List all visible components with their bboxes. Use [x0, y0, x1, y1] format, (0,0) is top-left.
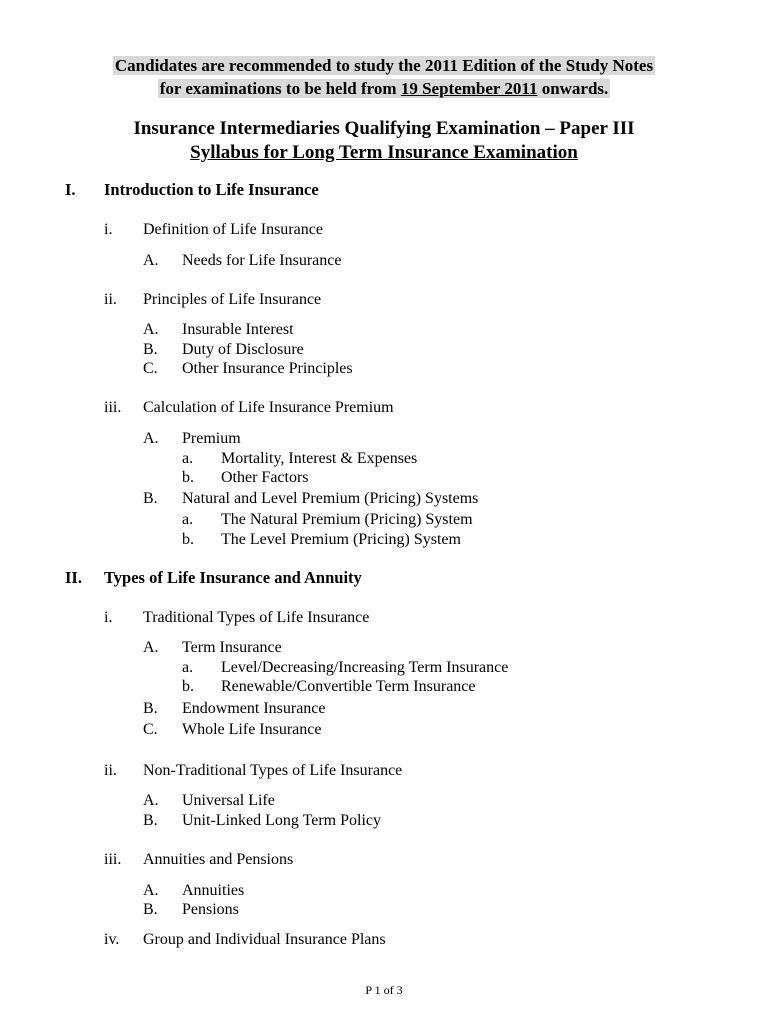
section-number: I.	[65, 180, 76, 199]
page-number: P 1 of 3	[365, 983, 403, 997]
subsection-heading: Traditional Types of Life Insurance	[143, 609, 370, 626]
section-heading: Types of Life Insurance and Annuity	[104, 568, 362, 587]
notice-line-2-pre: for examinations to be held from	[159, 79, 401, 98]
subitem-letter: b.	[182, 531, 194, 548]
notice-line-2	[0, 77, 768, 100]
subsection-heading: Definition of Life Insurance	[143, 221, 323, 238]
subitem-letter: a.	[182, 511, 194, 528]
subitem-letter: b.	[182, 469, 194, 486]
item-letter: A.	[143, 430, 159, 447]
subsection-number: i.	[104, 609, 113, 626]
subitem-text: Level/Decreasing/Increasing Term Insurance	[221, 659, 509, 676]
item-letter: A.	[143, 882, 159, 899]
subsection-number: i.	[104, 221, 113, 238]
subsection-heading: Group and Individual Insurance Plans	[143, 931, 386, 948]
subsection-number: iii.	[104, 851, 122, 868]
item-text: Universal Life	[182, 792, 275, 809]
item-text: Needs for Life Insurance	[182, 252, 342, 269]
section-heading: Introduction to Life Insurance	[104, 180, 319, 199]
subsection-number: iii.	[104, 399, 122, 416]
subitem-letter: b.	[182, 678, 194, 695]
subsection-number: ii.	[104, 291, 117, 308]
item-text: Unit-Linked Long Term Policy	[182, 812, 381, 829]
exam-notice	[0, 54, 768, 100]
item-letter: A.	[143, 321, 159, 338]
subsection-number: iv.	[104, 931, 120, 948]
subitem-text: Other Factors	[221, 469, 309, 486]
document-title	[0, 117, 768, 165]
item-text: Whole Life Insurance	[182, 721, 322, 738]
notice-date: 19 September 2011	[400, 79, 538, 98]
subitem-letter: a.	[182, 450, 194, 467]
item-letter: A.	[143, 639, 159, 656]
subsection-heading: Annuities and Pensions	[143, 851, 294, 868]
subsection-heading: Non-Traditional Types of Life Insurance	[143, 762, 403, 779]
item-letter: B.	[143, 490, 158, 507]
item-text: Natural and Level Premium (Pricing) Systems	[182, 490, 479, 507]
title-line-1: Insurance Intermediaries Qualifying Examination – Paper III	[133, 118, 635, 139]
title-line-2: Syllabus for Long Term Insurance Examination	[190, 142, 578, 163]
item-letter: B.	[143, 700, 158, 717]
notice-line-1-text: Candidates are recommended to study the 2011 Edition of the Study Notes	[114, 56, 654, 75]
subitem-text: Renewable/Convertible Term Insurance	[221, 678, 476, 695]
item-text: Endowment Insurance	[182, 700, 326, 717]
item-letter: B.	[143, 812, 158, 829]
subsection-heading: Calculation of Life Insurance Premium	[143, 399, 394, 416]
item-text: Duty of Disclosure	[182, 341, 304, 358]
section-number: II.	[65, 568, 82, 587]
notice-line-1	[0, 54, 768, 77]
subsection-heading: Principles of Life Insurance	[143, 291, 322, 308]
item-text: Other Insurance Principles	[182, 360, 353, 377]
item-letter: B.	[143, 901, 158, 918]
item-letter: A.	[143, 792, 159, 809]
item-letter: A.	[143, 252, 159, 269]
subitem-text: The Natural Premium (Pricing) System	[221, 511, 473, 528]
subitem-text: The Level Premium (Pricing) System	[221, 531, 461, 548]
subsection-number: ii.	[104, 762, 117, 779]
subitem-text: Mortality, Interest & Expenses	[221, 450, 418, 467]
item-text: Insurable Interest	[182, 321, 294, 338]
subitem-letter: a.	[182, 659, 194, 676]
item-text: Annuities	[182, 882, 245, 899]
item-text: Pensions	[182, 901, 239, 918]
item-letter: C.	[143, 360, 158, 377]
item-text: Term Insurance	[182, 639, 282, 656]
notice-line-2-post: onwards.	[537, 79, 609, 98]
item-text: Premium	[182, 430, 241, 447]
item-letter: C.	[143, 721, 158, 738]
item-letter: B.	[143, 341, 158, 358]
